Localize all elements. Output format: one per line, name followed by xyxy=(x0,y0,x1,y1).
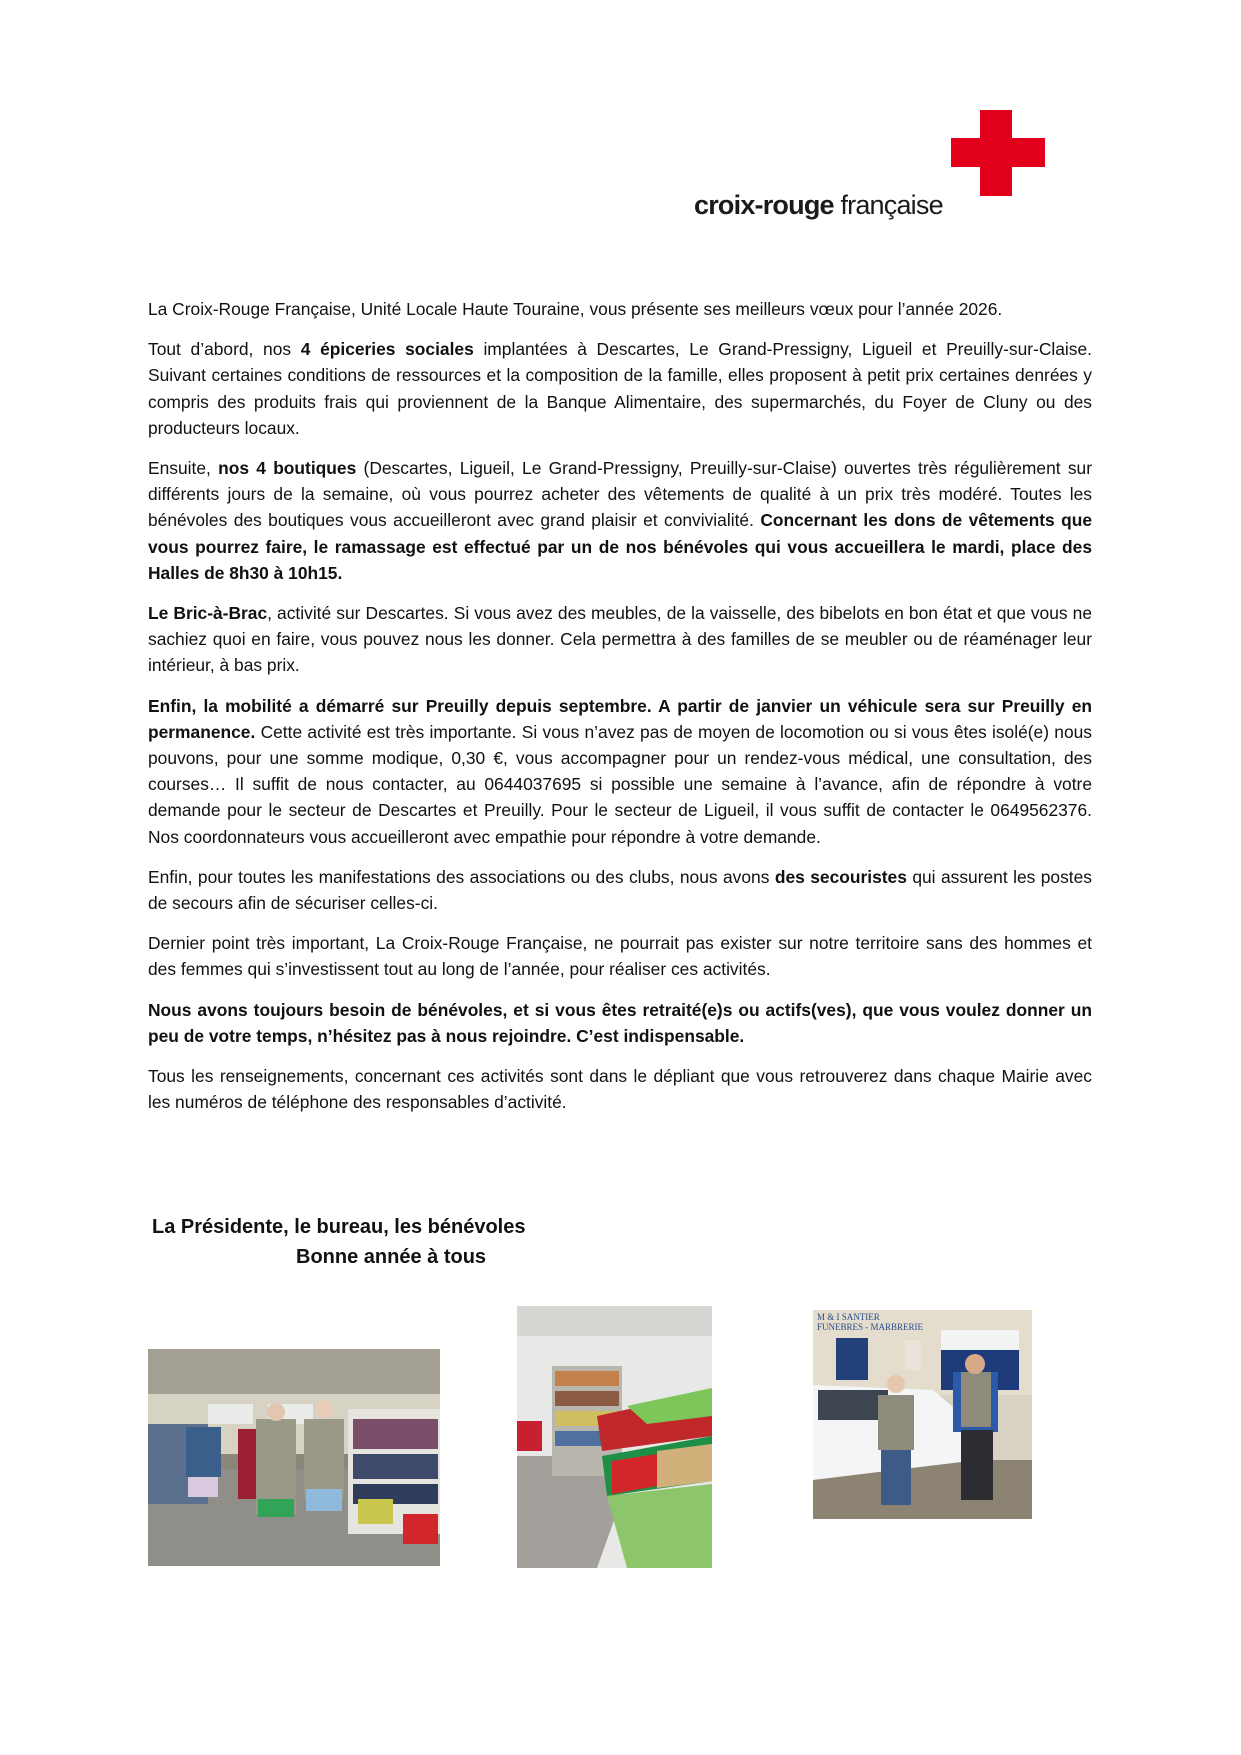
signature xyxy=(152,1212,526,1272)
paragraph-benevoles: Nous avons toujours besoin de bénévoles, et si vous êtes retraité(e)s ou actifs(ves), que vous voulez donner un peu de votre temps, n’hésitez pas à nous rejoindre. C’est indispensable. xyxy=(148,999,1092,1046)
paragraph-mobilite: Enfin, la mobilité a démarré sur Preuilly depuis septembre. A partir de janvier un véhicule sera sur Preuilly en permanence. Cette activité est très importante. Si vous n’avez pas de moyen de locomotion ou si vous êtes isolé(e) nous pouvons, pour une somme modique, 0,30 €, vous accompagner pour un rendez-vous médical, une consultation, des courses… Il suffit de nous contacter, au 0644037695 si possible une semaine à l’avance, afin de répondre à votre demande pour le secteur de Descartes et Preuilly. Pour le secteur de Ligueil, il vous suffit de contacter le 0649562376. Nos coordonnateurs vous accueilleront avec empathie pour répondre à votre demande. xyxy=(148,695,1092,847)
paragraph-boutiques: Ensuite, nos 4 boutiques (Descartes, Ligueil, Le Grand-Pressigny, Preuilly-sur-Claise) ouvertes très régulièrement sur différents jours de la semaine, où vous pourrez acheter des vêtements de qualité à un prix très modéré. Toutes les bénévoles des boutiques vous accueilleront avec grand plaisir et convivialité. Concernant les dons de vêtements que vous pourrez faire, le ramassage est effectué par un de nos bénévoles qui vous accueillera le mardi, place des Halles de 8h30 à 10h15. xyxy=(148,458,1092,583)
shop-sign-line2: FUNEBRES - MARBRERIE xyxy=(817,1322,924,1332)
croix-rouge-logo xyxy=(690,110,1050,230)
photo-mobilite xyxy=(813,1310,1032,1519)
photo-epicerie xyxy=(517,1306,712,1568)
grocery-illustration xyxy=(517,1306,712,1568)
signature-line: La Présidente, le bureau, les bénévoles xyxy=(152,1216,526,1238)
boutique-illustration xyxy=(148,1349,440,1566)
letter-body xyxy=(148,296,1092,1129)
photo-boutique xyxy=(148,1349,440,1566)
paragraph-greeting: La Croix-Rouge Française, Unité Locale Haute Touraine, vous présente ses meilleurs vœux pour l’année 2026. xyxy=(148,299,1003,319)
shop-sign-line1: M & I SANTIER xyxy=(817,1312,880,1322)
mobility-illustration xyxy=(813,1310,1032,1519)
paragraph-epiceries: Tout d’abord, nos 4 épiceries sociales implantées à Descartes, Le Grand-Pressigny, Ligueil et Preuilly-sur-Claise. Suivant certaines conditions de ressources et la composition de la famille, elles proposent à petit prix certaines denrées y compris des produits frais qui proviennent de la Banque Alimentaire, des supermarchés, du Foyer de Cluny ou des producteurs locaux. xyxy=(148,339,1092,438)
paragraph-dernier-point: Dernier point très important, La Croix-Rouge Française, ne pourrait pas exister sur notre territoire sans des hommes et des femmes qui s’investissent tout au long de l’année, pour réaliser ces activités. xyxy=(148,933,1092,980)
paragraph-secouristes: Enfin, pour toutes les manifestations des associations ou des clubs, nous avons des secouristes qui assurent les postes de secours afin de sécuriser celles-ci. xyxy=(148,866,1092,914)
paragraph-renseignements: Tous les renseignements, concernant ces activités sont dans le dépliant que vous retrouverez dans chaque Mairie avec les numéros de téléphone des responsables d’activité. xyxy=(148,1066,1092,1113)
red-cross-icon-bar xyxy=(951,138,1045,167)
new-year-wish: Bonne année à tous xyxy=(296,1246,487,1268)
paragraph-bric-a-brac: Le Bric-à-Brac, activité sur Descartes. Si vous avez des meubles, de la vaisselle, des bibelots en bon état et que vous ne sachiez quoi en faire, vous pouvez nous les donner. Cela permettra à des familles de se meubler ou de réaménager leur intérieur, à bas prix. xyxy=(148,603,1092,676)
logo-wordmark: croix-rouge française xyxy=(694,190,943,220)
